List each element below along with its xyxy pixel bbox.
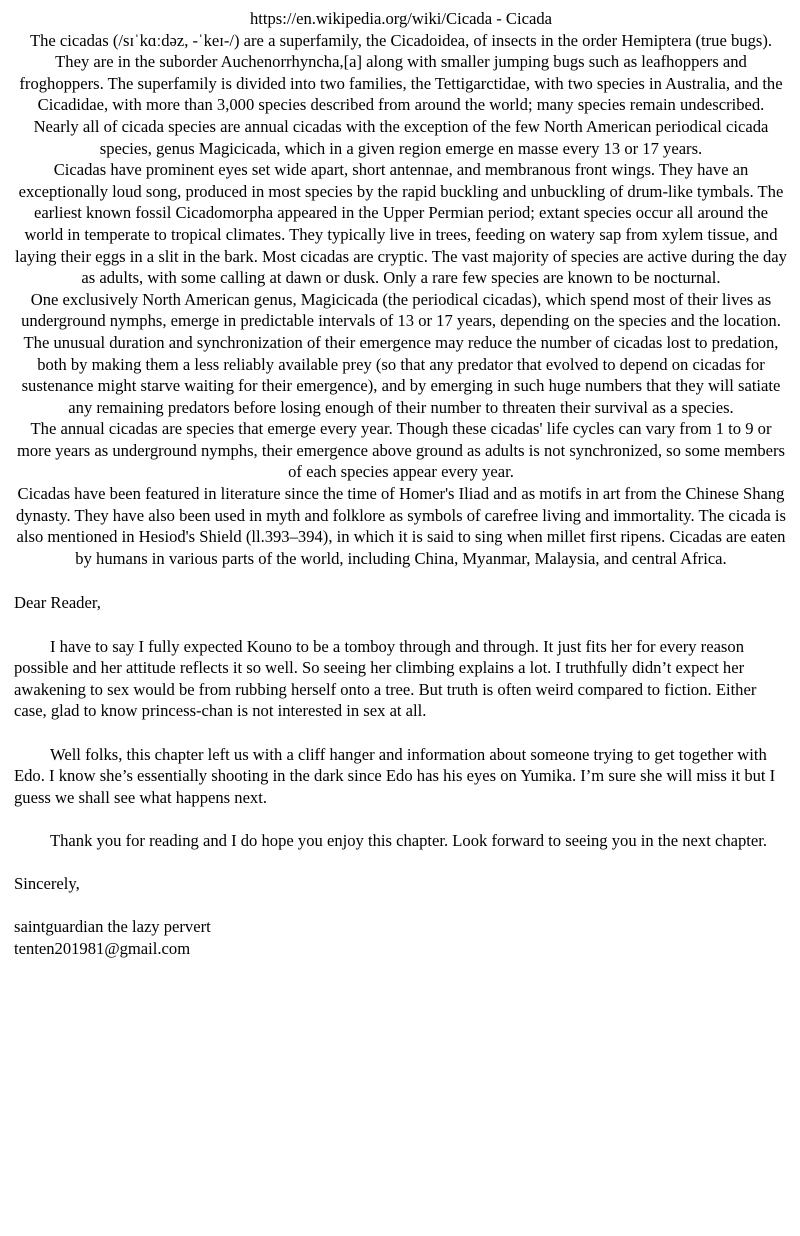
letter-closing: Sincerely, xyxy=(14,874,80,894)
letter-paragraph-3: Thank you for reading and I do hope you enjoy this chapter. Look forward to seeing you in the next chapter. xyxy=(50,830,768,850)
wiki-paragraph-intro: The cicadas (/sɪˈkɑːdəz, -ˈkeɪ-/) are a superfamily, the Cicadoidea, of insects in the order Hemiptera (true bugs). They are in the suborder Auchenorrhyncha,[a] along with smaller jumping bugs such as leafhoppers and froghoppers. The superfamily is divided into two families, the Tettigarctidae, with two species in Australia, and the Cicadidae, with more than 3,000 species described from around the world; many species remain undescribed. Nearly all of cicada species are annual cicadas with the exception of the few North American periodical cicada species, genus Magicicada, which in a given region emerge en masse every 13 or 17 years. xyxy=(19,30,783,158)
wiki-paragraph-description: Cicadas have prominent eyes set wide apart, short antennae, and membranous front wings. They have an exceptionally loud song, produced in most species by the rapid buckling and unbuckling of drum-like tymbals. The earliest known fossil Cicadomorpha appeared in the Upper Permian period; extant species occur all around the world in temperate to tropical climates. They typically live in trees, feeding on watery sap from xylem tissue, and laying their eggs in a slit in the bark. Most cicadas are cryptic. The vast majority of species are active during the day as adults, with some calling at dawn or dusk. Only a rare few species are known to be nocturnal. xyxy=(15,160,787,288)
letter-email: tenten201981@gmail.com xyxy=(14,938,191,958)
wiki-excerpt xyxy=(14,8,788,569)
letter-salutation: Dear Reader, xyxy=(14,593,101,613)
wiki-paragraph-culture: Cicadas have been featured in literature since the time of Homer's Iliad and as motifs in art from the Chinese Shang dynasty. They have also been used in myth and folklore as symbols of carefree living and immortality. The cicada is also mentioned in Hesiod's Shield (ll.393–394), in which it is said to sing when millet first ripens. Cicadas are eaten by humans in various parts of the world, including China, Myanmar, Malaysia, and central Africa. xyxy=(15,484,786,568)
letter-paragraph-1: I have to say I fully expected Kouno to be a tomboy through and through. It just fits her for every reason possible and her attitude reflects it so well. So seeing her climbing explains a lot. I truthfully didn’t expect her awakening to sex would be from rubbing herself onto a tree. But truth is often weird compared to fiction. Either case, glad to know princess-chan is not interested in sex at all. xyxy=(14,636,757,721)
letter-paragraph-2: Well folks, this chapter left us with a cliff hanger and information about someone trying to get together with Edo. I know she’s essentially shooting in the dark since Edo has his eyes on Yumika. I’m sure she will miss it but I guess we shall see what happens next. xyxy=(14,744,776,807)
wiki-paragraph-annual: The annual cicadas are species that emerge every year. Though these cicadas' life cycles can vary from 1 to 9 or more years as underground nymphs, their emergence above ground as adults is not synchronized, so some members of each species appear every year. xyxy=(16,419,786,482)
translator-letter xyxy=(14,592,788,959)
letter-signature: saintguardian the lazy pervert xyxy=(14,917,211,937)
wiki-paragraph-periodical: One exclusively North American genus, Magicicada (the periodical cicadas), which spend most of their lives as underground nymphs, emerge in predictable intervals of 13 or 17 years, depending on the species and the location. The unusual duration and synchronization of their emergence may reduce the number of cicadas lost to predation, both by making them a less reliably available prey (so that any predator that evolved to depend on cicadas for sustenance might starve waiting for their emergence), and by emerging in such huge numbers that they will satiate any remaining predators before losing enough of their number to threaten their survival as a species. xyxy=(21,289,781,417)
source-line: https://en.wikipedia.org/wiki/Cicada - Cicada xyxy=(249,9,552,28)
